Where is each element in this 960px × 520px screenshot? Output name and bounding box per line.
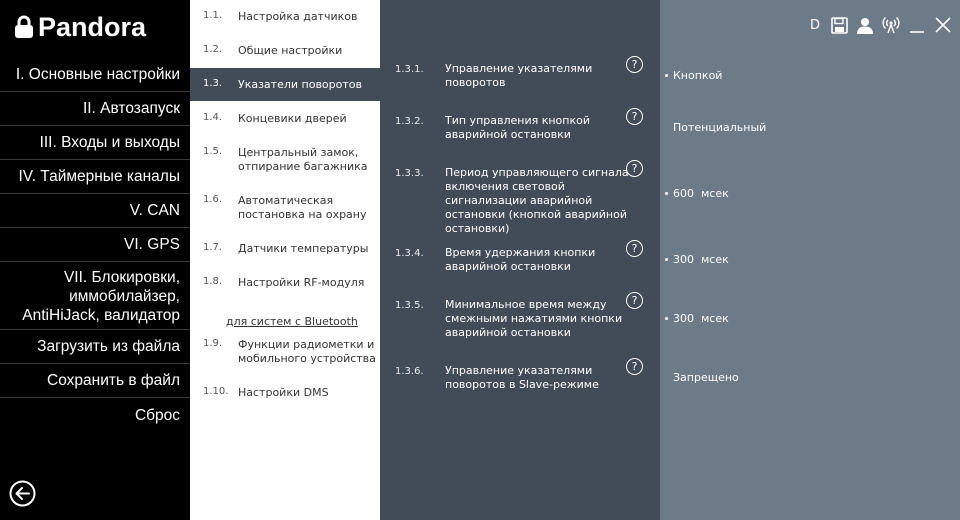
- help-icon[interactable]: ?: [626, 358, 643, 375]
- dropdown-dot-icon: [665, 74, 668, 77]
- main-menu-item-blocking[interactable]: VII. Блокировки, иммобилайзер, AntiHiJack, валидатор: [0, 262, 190, 330]
- submenu-panel: [190, 0, 380, 520]
- main-menu-item-gps[interactable]: VI. GPS: [0, 228, 190, 262]
- value-turn-control[interactable]: Кнопкой: [665, 69, 722, 82]
- save-icon[interactable]: [830, 16, 848, 34]
- bluetooth-section-link[interactable]: для систем с Bluetooth: [226, 315, 358, 328]
- minimize-button[interactable]: [908, 16, 926, 34]
- main-menu-item-load-file[interactable]: Загрузить из файла: [0, 330, 190, 364]
- main-menu-item-can[interactable]: V. CAN: [0, 194, 190, 228]
- window-toolbar: [800, 14, 952, 36]
- main-menu-item-timer-channels[interactable]: IV. Таймерные каналы: [0, 160, 190, 194]
- value-hazard-period[interactable]: 600 мсек: [665, 187, 729, 200]
- help-icon[interactable]: ?: [626, 56, 643, 73]
- main-menu-item-save-file[interactable]: Сохранить в файл: [0, 364, 190, 398]
- details-panel: 1.3.1. Управление указателями поворотов ? 1.3.2. Тип управления кнопкой аварийной остановки ? 1.3.3. Период управляющего сигнала включения световой сигнализации аварийной остановки (кнопкой аварийной остановки) ? 1.3.4. Время удержания кнопки аварийной остановки ? 1.3.5. Минимальное время между смежными нажатиями кнопки аварийной остановки ? 1.3.6. Управление указателями поворотов в Slave-режиме ?: [380, 0, 660, 520]
- submenu-item-auto-arming[interactable]: 1.6. Автоматическая постановка на охрану: [203, 194, 367, 221]
- value-hazard-min-interval[interactable]: 300 мсек: [665, 312, 729, 325]
- submenu-item-temperature[interactable]: 1.7. Датчики температуры: [203, 242, 369, 255]
- submenu-item-turn-signals[interactable]: 1.3. Указатели поворотов: [190, 68, 380, 101]
- value-hazard-hold[interactable]: 300 мсек: [665, 253, 729, 266]
- help-icon[interactable]: ?: [626, 160, 643, 177]
- main-menu-item-inputs-outputs[interactable]: III. Входы и выходы: [0, 126, 190, 160]
- brand-name: Pandora: [38, 11, 147, 42]
- submenu-item-door-switches[interactable]: 1.4. Концевики дверей: [203, 112, 347, 125]
- submenu-item-radiotag[interactable]: 1.9. Функции радиометки и мобильного устройства: [203, 338, 376, 365]
- submenu-item-central-lock[interactable]: 1.5. Центральный замок, отпирание багажника: [203, 146, 368, 173]
- dropdown-dot-icon: [665, 192, 668, 195]
- pandora-logo: [14, 12, 146, 42]
- main-menu: [0, 58, 190, 432]
- lock-icon: [14, 15, 34, 39]
- value-slave-mode[interactable]: Запрещено: [673, 371, 739, 384]
- d-button[interactable]: D: [809, 17, 820, 33]
- main-menu-item-autostart[interactable]: II. Автозапуск: [0, 92, 190, 126]
- main-sidebar: [0, 0, 190, 520]
- dropdown-dot-icon: [665, 317, 668, 320]
- submenu-item-rf-module[interactable]: 1.8. Настройки RF-модуля: [203, 276, 365, 289]
- help-icon[interactable]: ?: [626, 292, 643, 309]
- user-icon[interactable]: [856, 16, 874, 34]
- submenu-item-dms[interactable]: 1.10. Настройки DMS: [203, 386, 329, 399]
- back-arrow-icon[interactable]: [9, 480, 36, 507]
- help-icon[interactable]: ?: [626, 240, 643, 257]
- main-menu-item-reset[interactable]: Сброс: [134, 406, 180, 424]
- help-icon[interactable]: ?: [626, 108, 643, 125]
- submenu-item-general[interactable]: 1.2. Общие настройки: [203, 44, 343, 57]
- wireless-icon[interactable]: [882, 16, 900, 34]
- close-button[interactable]: [934, 16, 952, 34]
- main-menu-item-basic-settings[interactable]: I. Основные настройки: [0, 58, 190, 92]
- value-hazard-type[interactable]: Потенциальный: [673, 121, 767, 134]
- values-panel: [660, 0, 960, 520]
- submenu-item-sensors[interactable]: 1.1. Настройка датчиков: [203, 10, 358, 23]
- dropdown-dot-icon: [665, 258, 668, 261]
